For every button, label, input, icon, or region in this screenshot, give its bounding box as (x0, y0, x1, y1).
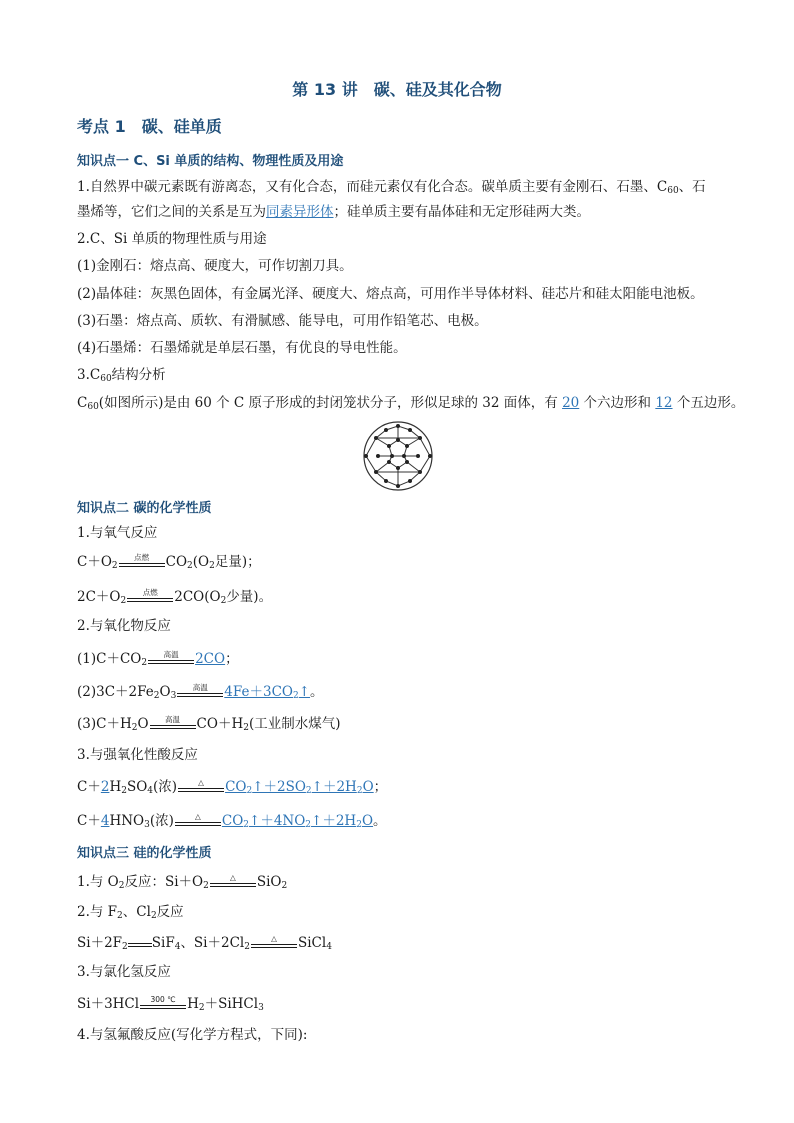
answer-blank: 2 (100, 779, 110, 795)
knowledge-point-2-title: 知识点二 碳的化学性质 (77, 501, 212, 516)
knowledge-point-1-title: 知识点一 C、Si 单质的结构、物理性质及用途 (77, 154, 344, 169)
knowledge-point-3-title: 知识点三 硅的化学性质 (77, 846, 212, 861)
section-heading: 考点 1 碳、硅单质 (77, 117, 222, 136)
equation-c-h2so4: $C+2H_2SO_4$(浓) △ $CO_2↑+2SO_2↑+2H_2O$； (77, 777, 388, 796)
answer-blank: 20 (562, 395, 580, 411)
answer-blank: 2CO (195, 651, 226, 667)
kp2-item-1: 1.与氧气反应 (77, 525, 158, 541)
answer-blank: 12 (655, 395, 673, 411)
equation-si-hcl: Si＋3HCl 300 ℃ $H_2+SiHCl_3$ (77, 994, 264, 1013)
kp3-item-3: 3.与氯化氢反应 (77, 964, 171, 980)
equation-c-h2o: $(3)C+H_2O$ 高温 $CO+H_2$(工业制水煤气) (77, 714, 341, 733)
kp3-item-4: 4.与氢氟酸反应(写化学方程式，下同): (77, 1027, 308, 1043)
answer-blank: 4 (100, 813, 110, 829)
paragraph-2-4: (4)石墨烯：石墨烯就是单层石墨，有优良的导电性能。 (77, 340, 407, 356)
paragraph-2-1: (1)金刚石：熔点高、硬度大，可作切割刀具。 (77, 258, 353, 274)
paragraph-1a: 1.自然界中碳元素既有游离态，又有化合态，而硅元素仅有化合态。碳单质主要有金刚石、石墨、$C_{60}$、石 (77, 179, 706, 196)
kp2-item-2: 2.与氧化物反应 (77, 618, 171, 634)
equation-c-fe2o3: $(2)3C+2Fe_2O_3$ 高温 $4Fe+3CO_2↑$。 (77, 682, 324, 701)
answer-blank: $CO_2↑+4NO_2↑+2H_2O$ (221, 813, 374, 830)
paragraph-4: $C_{60}$(如图所示)是由 60 个 C 原子形成的封闭笼状分子，形似足球的 32 面体，有 20 个六边形和 12 个五边形。 (77, 395, 745, 412)
equation-c-hno3: $C+4HNO_3$(浓) △ $CO_2↑+4NO_2↑+2H_2O$。 (77, 811, 387, 830)
answer-blank: $4Fe+3CO_2↑$ (224, 684, 311, 701)
answer-blank: $CO_2↑+2SO_2↑+2H_2O$ (225, 779, 374, 796)
equation-c-o2-limited: $2C+O_2$ 点燃 $2CO(O_2$少量)。 (77, 587, 273, 606)
answer-blank: 同素异形体 (266, 204, 334, 220)
paragraph-2-2: (2)晶体硅：灰黑色固体，有金属光泽、硬度大、熔点高，可用作半导体材料、硅芯片和硅太阳能电池板。 (77, 286, 704, 302)
kp3-item-2: 2.与 $F_2$、$Cl_2$反应 (77, 904, 184, 921)
equation-c-o2-excess: $C+O_2$ 点燃 $CO_2(O_2$足量)； (77, 552, 261, 571)
equation-c-co2: $(1)C+CO_2$ 高温 2CO； (77, 649, 239, 668)
c60-fullerene-image (360, 418, 436, 494)
page-title: 第 13 讲 碳、硅及其化合物 (292, 80, 502, 99)
paragraph-3: $3.C_{60}$结构分析 (77, 367, 166, 384)
equation-si-halogen: $Si+2F_2$ SiF$_4$、$Si+2Cl_2$ △ SiCl$_4$ (77, 933, 332, 952)
kp3-item-1: 1.与 $O_2$反应：$Si+O_2$ △ SiO$_2$ (77, 872, 288, 891)
paragraph-2-3: (3)石墨：熔点高、质软、有滑腻感、能导电，可用作铅笔芯、电极。 (77, 313, 488, 329)
kp2-item-3: 3.与强氧化性酸反应 (77, 747, 198, 763)
paragraph-2: 2.C、Si 单质的物理性质与用途 (77, 231, 267, 247)
paragraph-1b: 墨烯等，它们之间的关系是互为同素异形体；硅单质主要有晶体硅和无定形硅两大类。 (77, 204, 590, 220)
